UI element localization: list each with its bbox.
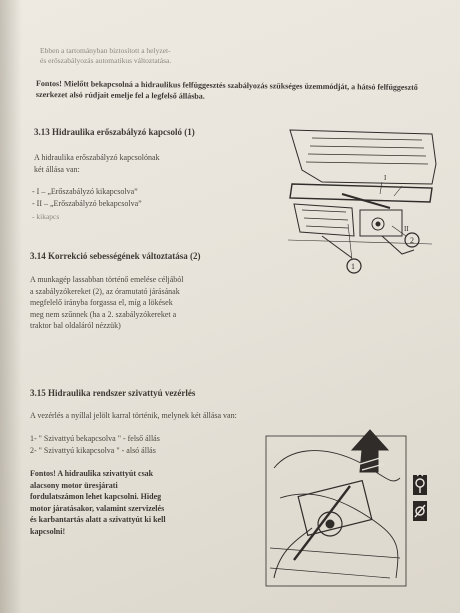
section-3-15-intro: A vezérlés a nyíllal jelölt karral történik, melynek két állása van: (30, 411, 237, 420)
pump-warning-line-2: alacsony motor üresjárati (30, 480, 118, 490)
section-3-14-title: 3.14 Korrekció sebességének változtatása (2) (30, 251, 201, 261)
section-3-13-title: 3.13 Hidraulika erőszabályzó kapcsoló (1) (34, 127, 195, 137)
top-note-line-2: és erőszabályozás automatikus változtatása. (40, 56, 172, 65)
section-3-15-item-2: 2- " Szivattyú kikapcsolva " - alsó állás (30, 445, 156, 455)
top-note (40, 46, 171, 66)
top-note-line-1: Ebben a tartományban biztosított a helyzet- (40, 46, 171, 55)
section-3-14-line-5: traktor bal oldaláról nézzük) (30, 321, 121, 330)
section-3-13-faint-text: - kikapcs (32, 212, 60, 221)
pump-warning-line-5: és karbantartás alatt a szivattyút ki kell (30, 515, 166, 524)
notice-text: Fontos! Mielőtt bekapcsolná a hidraulikus felfüggesztés szabályozás szükséges üzemmódját, a hátsó felfüggesztő szerkezet alsó rúdjait emelje fel a legfelső állásba. (35, 78, 418, 101)
position-label-ii: II (404, 225, 409, 233)
section-3-14-text (30, 274, 184, 332)
section-3-13-item-2: - II – „Erőszabályzó bekapcsolva” (32, 198, 142, 208)
pump-warning-line-6: kapcsolni! (30, 526, 66, 536)
callout-2: 2 (410, 236, 414, 245)
section-3-15-list (30, 433, 160, 456)
section-3-13-item-1: - I – „Erőszabályzó kikapcsolva” (32, 187, 138, 196)
pump-warning (30, 468, 256, 537)
pump-warning-line-3: fordulatszámon lehet kapcsolni. Hideg (30, 492, 162, 501)
section-3-14-line-2: a szabályzókereket (2), az óramutató járásának (30, 286, 180, 296)
section-3-13-list (32, 186, 142, 222)
pump-warning-line-4: motor járatásakor, valamint szervizelés (30, 503, 165, 513)
section-3-13-intro (34, 152, 160, 175)
section-3-14-line-3: megfelelő irányba forgassa el, míg a lökések (30, 298, 173, 307)
section-3-13-intro-line-1: A hidraulika erőszabályzó kapcsolónak (34, 153, 160, 162)
position-label-i: I (384, 174, 387, 182)
section-3-13-intro-line-2: két állása van: (34, 164, 80, 174)
section-3-15-item-1: 1- " Szivattyú bekapcsolva " - felső állás (30, 434, 160, 443)
section-3-15-title: 3.15 Hidraulika rendszer szivattyú vezérlés (30, 388, 196, 398)
pump-warning-line-1: Fontos! A hidraulika szivattyút csak (30, 469, 154, 478)
pump-on-symbol-icon (412, 474, 428, 496)
section-3-14-line-4: meg nem szűnnek (ha a 2. szabályzókereket a (30, 309, 177, 319)
callout-1: 1 (351, 262, 355, 271)
clutch-assembly-drawing (282, 124, 442, 280)
section-3-14-line-1: A munkagép lassabban történő emelése céljából (30, 275, 184, 284)
pump-off-symbol-icon (412, 500, 428, 522)
